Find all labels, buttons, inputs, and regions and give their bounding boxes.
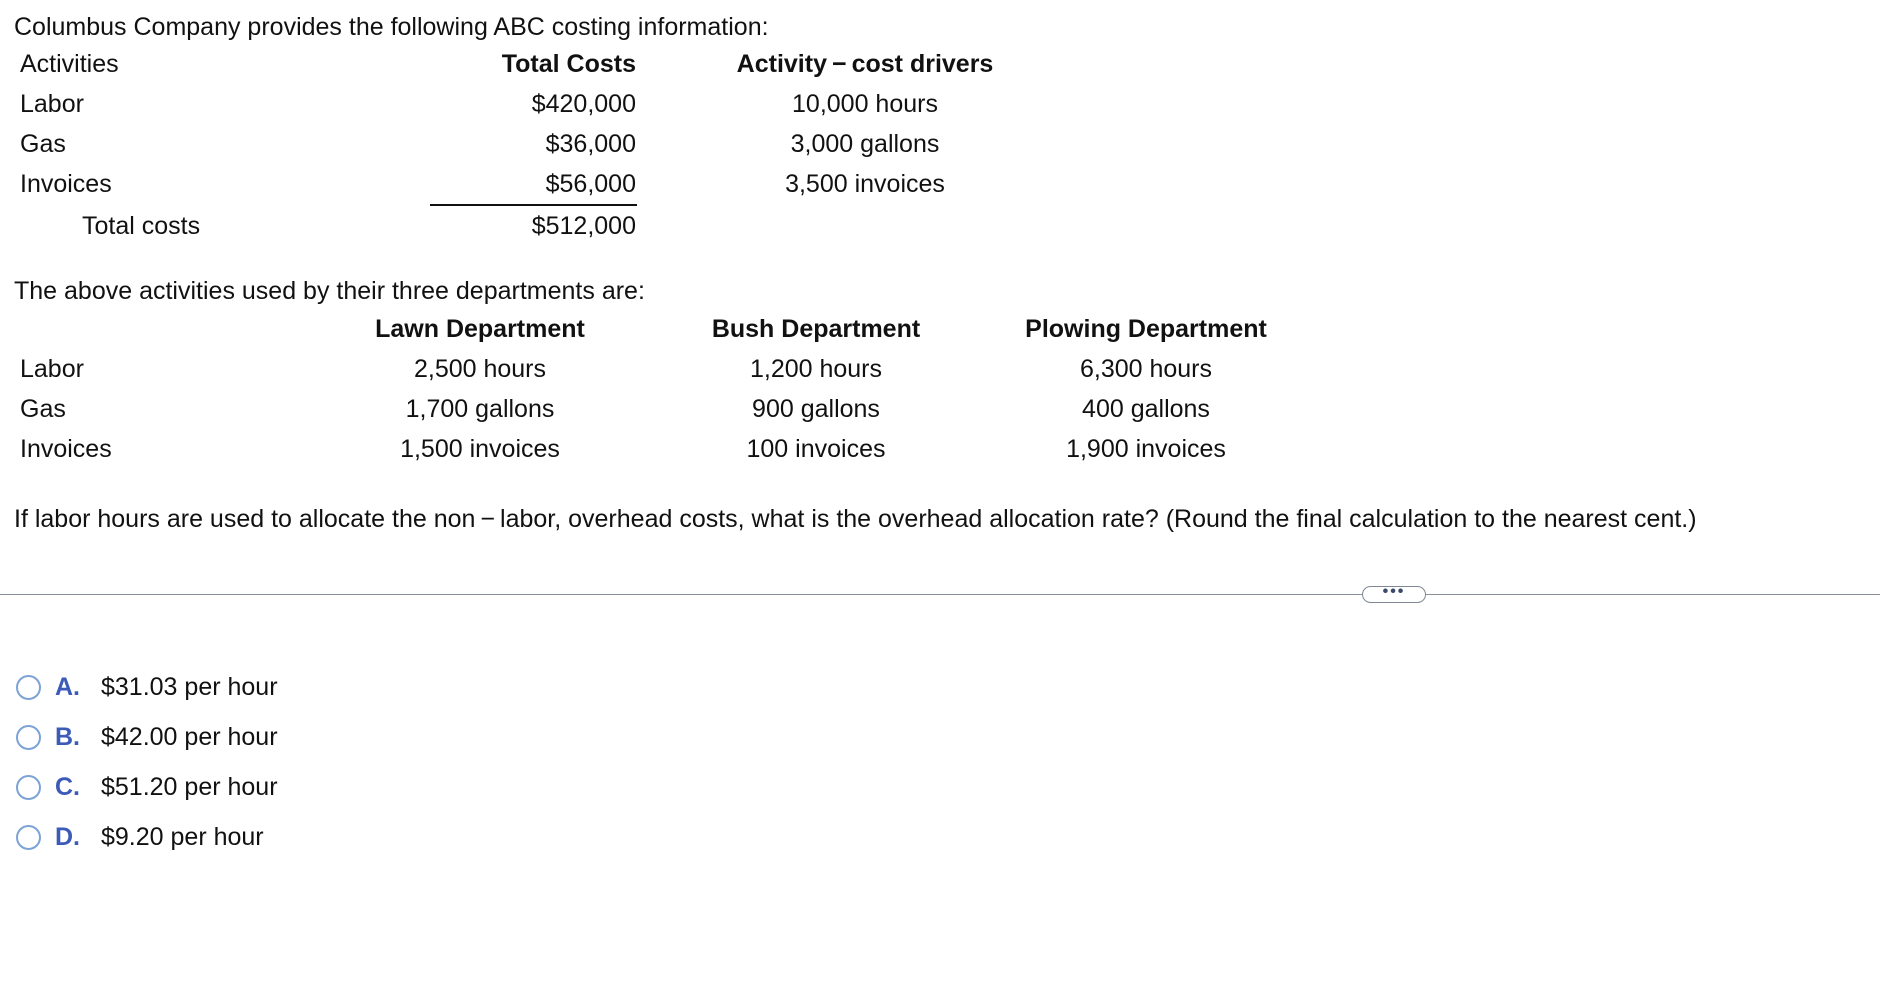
bush-labor: 1,200 hours — [749, 355, 883, 383]
row-driver-gas: 3,000 gallons — [790, 130, 940, 158]
lawn-invoices: 1,500 invoices — [400, 435, 560, 463]
row-activity-gas: Gas — [20, 130, 66, 158]
bush-invoices: 100 invoices — [746, 435, 886, 463]
row-driver-labor: 10,000 hours — [792, 90, 938, 118]
radio-icon[interactable] — [16, 675, 41, 700]
option-text: $42.00 per hour — [101, 722, 278, 751]
header-plowing-department: Plowing Department — [1025, 315, 1267, 343]
intro-text: Columbus Company provides the following ABC costing information: — [14, 13, 769, 41]
row-activity-labor: Labor — [20, 90, 84, 118]
option-letter: B. — [55, 722, 80, 751]
departments-intro: The above activities used by their three departments are: — [14, 277, 645, 305]
row-cost-invoices: $56,000 — [545, 170, 636, 198]
more-dots-icon: ••• — [1382, 582, 1406, 600]
row-activity-invoices: Invoices — [20, 170, 112, 198]
dept-row-labor: Labor — [20, 355, 84, 383]
option-text: $31.03 per hour — [101, 672, 278, 701]
option-c[interactable] — [16, 770, 278, 804]
option-d[interactable] — [16, 820, 264, 854]
total-underline — [430, 204, 637, 206]
header-cost-drivers: Activity − cost drivers — [736, 50, 994, 78]
question-text: If labor hours are used to allocate the non − labor, overhead costs, what is the overhead allocation rate? (Round the final calculation to the nearest cent.) — [14, 505, 1697, 533]
total-costs-label: Total costs — [82, 212, 201, 240]
plowing-labor: 6,300 hours — [1079, 355, 1213, 383]
header-lawn-department: Lawn Department — [375, 315, 585, 343]
option-letter: D. — [55, 822, 80, 851]
lawn-labor: 2,500 hours — [413, 355, 547, 383]
radio-icon[interactable] — [16, 725, 41, 750]
option-a[interactable] — [16, 670, 278, 704]
dept-row-gas: Gas — [20, 395, 66, 423]
option-letter: A. — [55, 672, 80, 701]
bush-gas: 900 gallons — [752, 395, 880, 423]
row-cost-labor: $420,000 — [531, 90, 636, 118]
dept-row-invoices: Invoices — [20, 435, 112, 463]
header-total-costs: Total Costs — [501, 50, 636, 78]
row-driver-invoices: 3,500 invoices — [785, 170, 945, 198]
lawn-gas: 1,700 gallons — [405, 395, 555, 423]
option-text: $51.20 per hour — [101, 772, 278, 801]
header-activities: Activities — [20, 50, 119, 78]
row-cost-gas: $36,000 — [545, 130, 636, 158]
option-text: $9.20 per hour — [101, 822, 264, 851]
header-bush-department: Bush Department — [711, 315, 921, 343]
plowing-gas: 400 gallons — [1082, 395, 1210, 423]
option-letter: C. — [55, 772, 80, 801]
radio-icon[interactable] — [16, 825, 41, 850]
more-button[interactable] — [1362, 582, 1426, 603]
separator — [0, 594, 1880, 595]
radio-icon[interactable] — [16, 775, 41, 800]
option-b[interactable] — [16, 720, 278, 754]
plowing-invoices: 1,900 invoices — [1066, 435, 1226, 463]
total-costs-value: $512,000 — [531, 212, 636, 240]
